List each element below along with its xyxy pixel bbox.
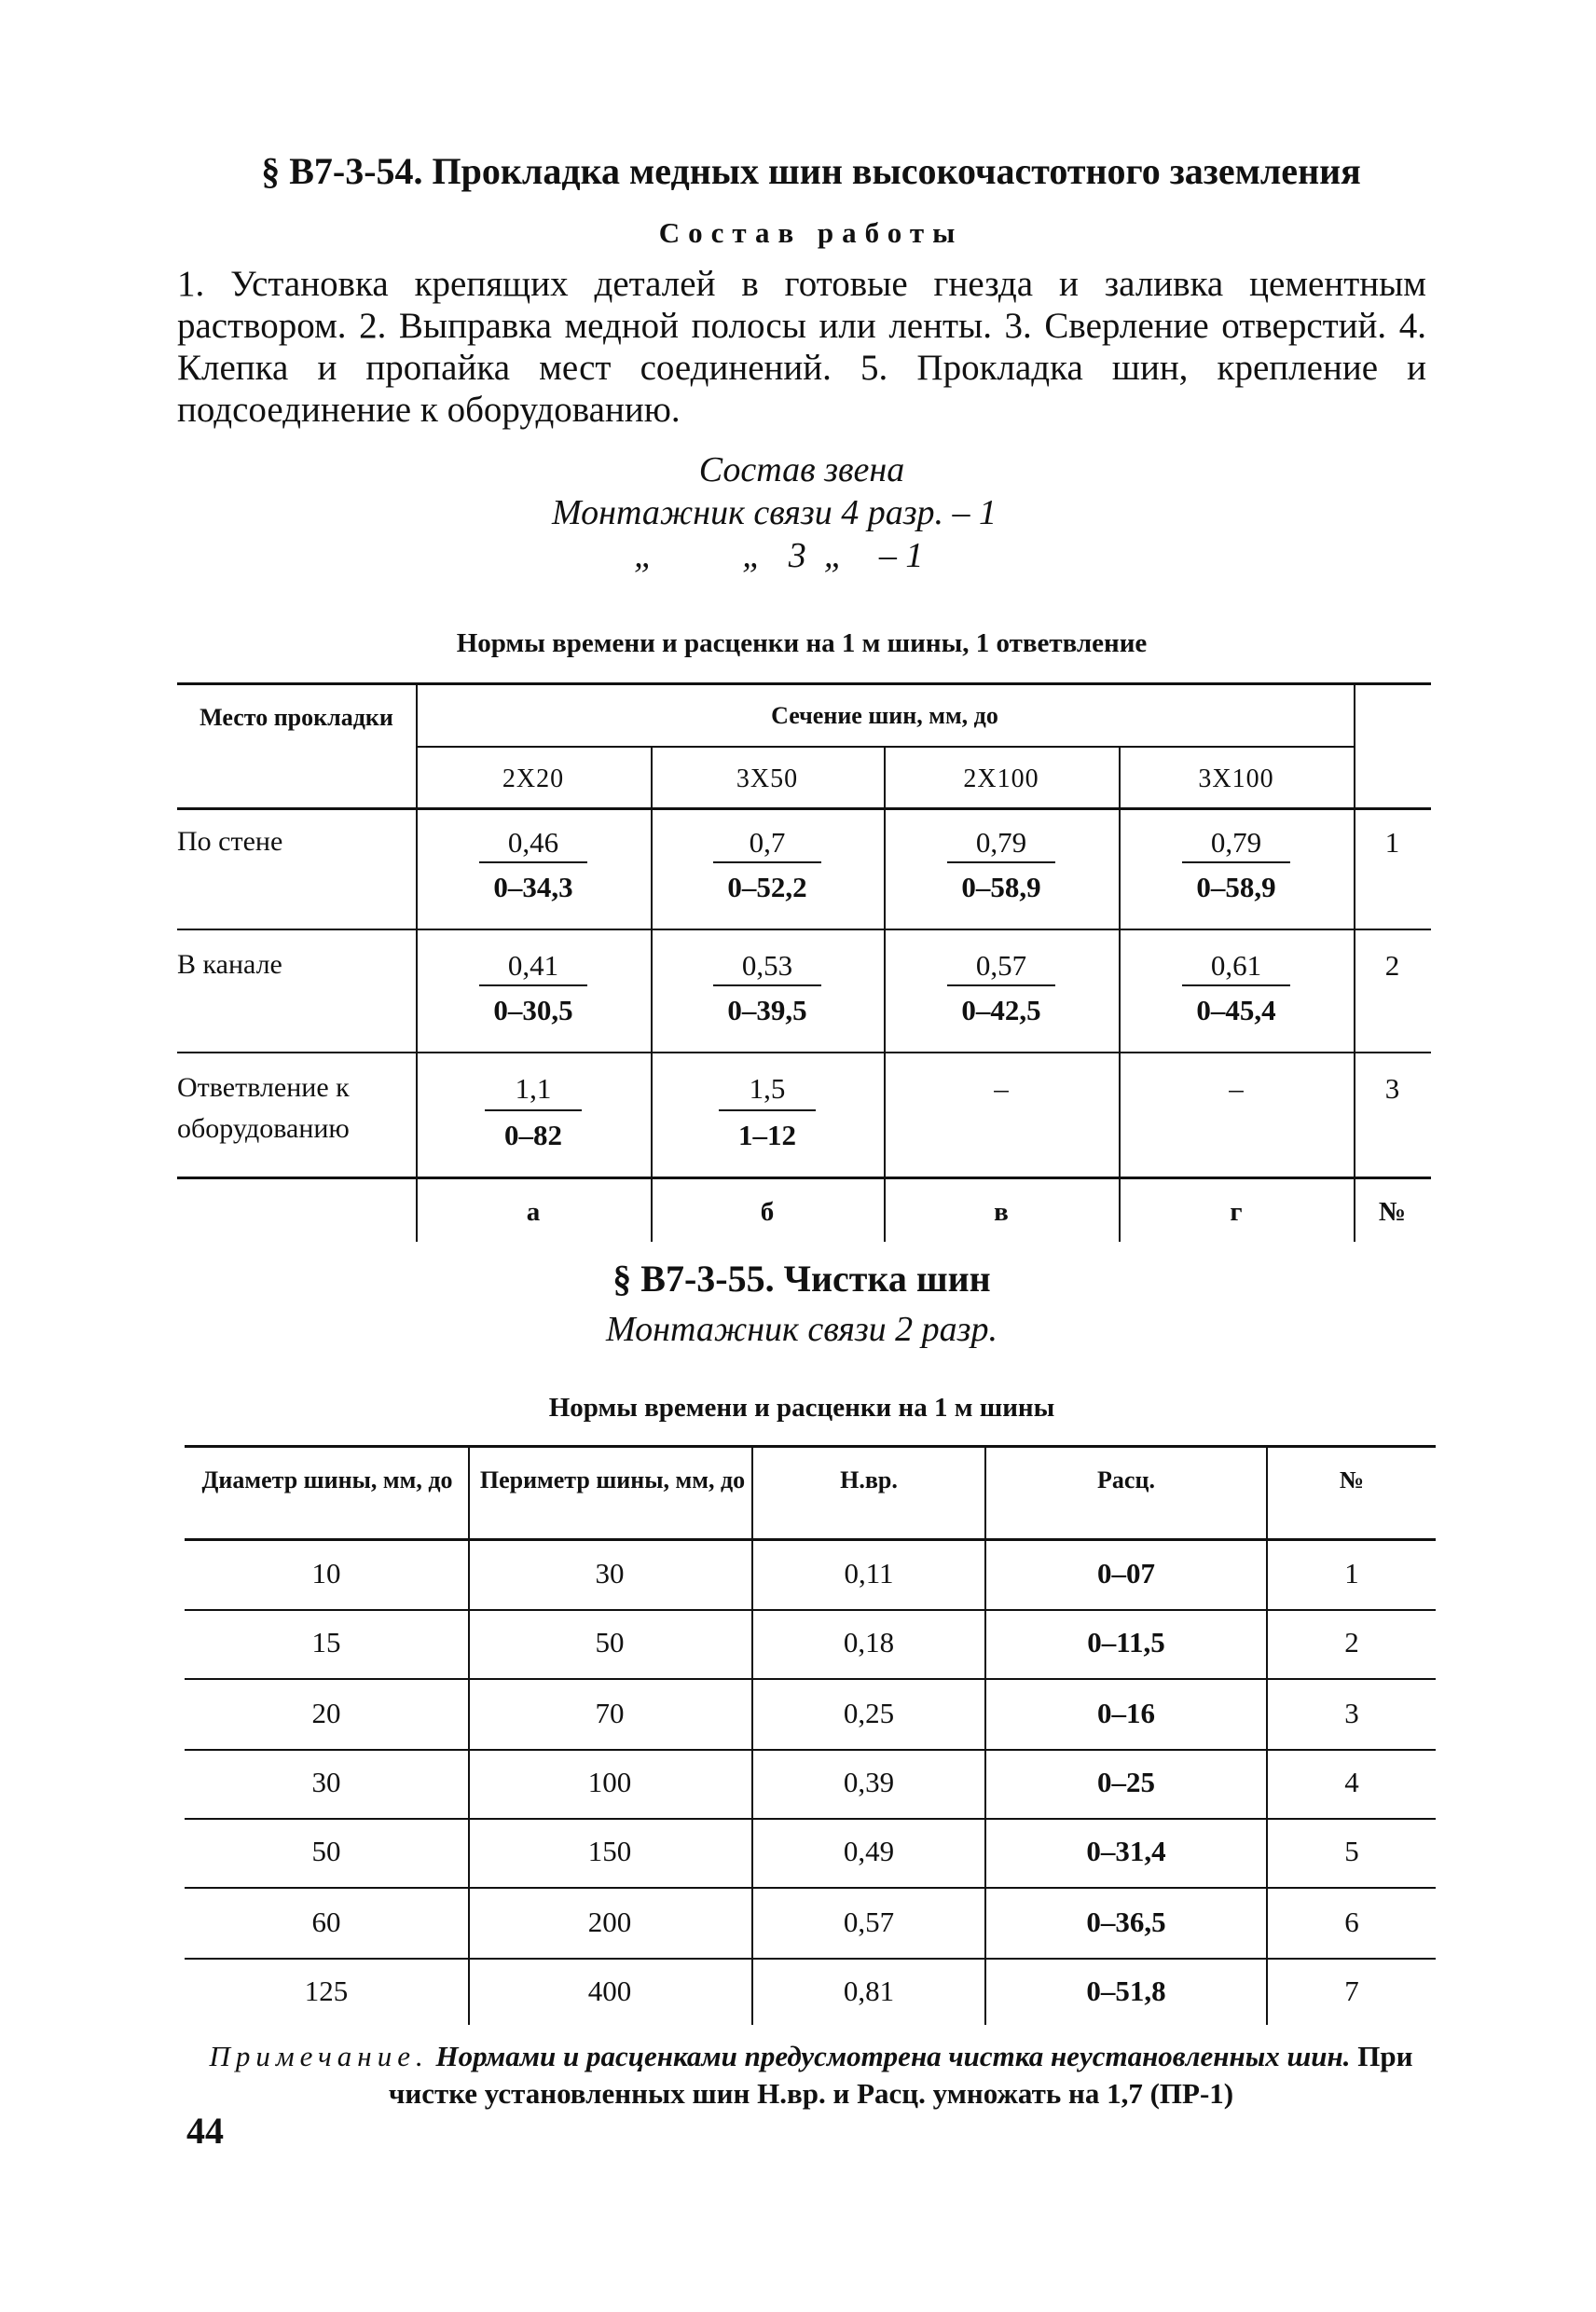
work-composition-text: 1. Установка крепящих деталей в готовые гнезда и заливка цементным раствором. 2. Выправка медной полосы или ленты. 3. Сверление отверстий. 4. Клепка и пропайка мест соединений. 5. Прокладка шин, крепление и подсоединение к оборудованию.: [177, 264, 1426, 430]
dash: –: [994, 1072, 1009, 1105]
table-rule: [984, 1445, 986, 2025]
rate: 0–45,4: [1196, 994, 1276, 1026]
fraction-bar: [719, 1109, 816, 1111]
table-2-caption: Нормы времени и расценки на 1 м шины: [548, 1393, 1055, 1423]
note-text: Нормами и расценками предусмотрена чистка неустановленных шин.: [435, 2040, 1351, 2072]
cell-diameter: 20: [311, 1697, 341, 1729]
column-letter: а: [526, 1197, 541, 1227]
table-rule: [177, 807, 1431, 810]
row-place: оборудованию: [177, 1113, 350, 1144]
page-number: 44: [186, 2110, 224, 2152]
cell-diameter: 125: [304, 1975, 349, 2007]
header-section: Сечение шин, мм, до: [771, 702, 998, 729]
crew-composition-heading: Состав звена: [698, 450, 905, 489]
table-1-caption: Нормы времени и расценки на 1 м шины, 1 ответвление: [456, 628, 1148, 658]
header-place: Место прокладки: [200, 704, 393, 731]
rate: 0–82: [504, 1119, 562, 1151]
dash: –: [1229, 1072, 1244, 1105]
cell-norm-time: 0,18: [843, 1626, 895, 1658]
table-rule: [185, 1445, 1436, 1448]
cell-norm-time: 0,49: [843, 1835, 895, 1867]
cell-number: 1: [1344, 1557, 1359, 1590]
table-rule: [185, 1678, 1436, 1680]
rate: 0–52,2: [727, 871, 807, 903]
number-label: №: [1378, 1197, 1407, 1227]
header-perimeter: Периметр шины, мм, до: [479, 1466, 746, 1493]
table-rule: [416, 746, 1355, 748]
cell-rate: 0–07: [1097, 1557, 1155, 1590]
cell-norm-time: 0,57: [843, 1906, 895, 1938]
cell-norm-time: 0,81: [843, 1975, 895, 2007]
section-55-title: § В7-3-55. Чистка шин: [612, 1258, 991, 1300]
fraction-bar: [485, 1109, 582, 1111]
table-note: [177, 2038, 1445, 2112]
cell-number: 3: [1344, 1697, 1359, 1729]
cell-perimeter: 400: [587, 1975, 632, 2007]
norm-time: 0,41: [507, 949, 559, 982]
header-diameter: Диаметр шины, мм, до: [201, 1466, 453, 1493]
row-place: По стене: [177, 826, 283, 857]
crew-line-2: „ „ 3 „ – 1: [634, 536, 924, 575]
section-55-worker: Монтажник связи 2 разр.: [605, 1310, 998, 1349]
cell-rate: 0–36,5: [1086, 1906, 1166, 1938]
crew-line-1: Монтажник связи 4 разр. – 1: [552, 493, 998, 532]
norm-time: 1,5: [749, 1072, 786, 1105]
cell-perimeter: 150: [587, 1835, 632, 1867]
rate: 0–39,5: [727, 994, 807, 1026]
cell-rate: 0–16: [1097, 1697, 1155, 1729]
column-letter: в: [994, 1197, 1009, 1227]
norm-time: 0,46: [507, 826, 559, 859]
table-rule: [185, 1749, 1436, 1751]
fraction-bar: [947, 984, 1055, 986]
cell-perimeter: 50: [595, 1626, 625, 1658]
cell-rate: 0–11,5: [1087, 1626, 1165, 1658]
cell-number: 7: [1344, 1975, 1359, 2007]
cell-number: 6: [1344, 1906, 1359, 1938]
norm-time: 0,79: [975, 826, 1027, 859]
row-place: Ответвление к: [177, 1072, 350, 1103]
norm-time: 1,1: [515, 1072, 552, 1105]
note-text: При чистке установленных шин Н.вр. и Расц. умножать на 1,7 (ПР-1): [388, 2040, 1413, 2110]
row-place: В канале: [177, 949, 282, 980]
cell-perimeter: 100: [587, 1766, 632, 1798]
table-rule: [177, 929, 1431, 930]
cell-rate: 0–25: [1097, 1766, 1155, 1798]
cell-perimeter: 70: [595, 1697, 625, 1729]
table-rule: [185, 1538, 1436, 1541]
rate: 0–34,3: [493, 871, 573, 903]
fraction-bar: [1182, 984, 1290, 986]
norm-time: 0,79: [1210, 826, 1262, 859]
header-rate: Расц.: [1097, 1466, 1155, 1493]
cell-diameter: 60: [311, 1906, 341, 1938]
table-rule: [185, 1958, 1436, 1960]
table-rule: [185, 1818, 1436, 1820]
size-header: 3X100: [1198, 764, 1274, 793]
size-header: 3X50: [736, 764, 799, 793]
table-rule: [468, 1445, 470, 2025]
header-norm-time: Н.вр.: [840, 1466, 898, 1493]
cell-norm-time: 0,25: [843, 1697, 895, 1729]
cell-diameter: 30: [311, 1766, 341, 1798]
size-header: 2X20: [502, 764, 565, 793]
table-rule: [185, 1887, 1436, 1889]
cell-rate: 0–31,4: [1086, 1835, 1166, 1867]
row-number: 3: [1384, 1072, 1400, 1105]
cell-diameter: 50: [311, 1835, 341, 1867]
rate: 0–42,5: [961, 994, 1041, 1026]
rate: 1–12: [738, 1119, 796, 1151]
column-letter: б: [760, 1197, 775, 1227]
cell-perimeter: 200: [587, 1906, 632, 1938]
size-header: 2X100: [963, 764, 1039, 793]
note-label: Примечание.: [209, 2040, 429, 2072]
fraction-bar: [713, 861, 821, 863]
rate: 0–30,5: [493, 994, 573, 1026]
cell-norm-time: 0,11: [844, 1557, 894, 1590]
cell-number: 4: [1344, 1766, 1359, 1798]
cell-rate: 0–51,8: [1086, 1975, 1166, 2007]
section-54-title: § В7-3-54. Прокладка медных шин высокочастотного заземления: [261, 150, 1361, 192]
fraction-bar: [479, 984, 587, 986]
norm-time: 0,7: [749, 826, 786, 859]
norm-time: 0,57: [975, 949, 1027, 982]
fraction-bar: [1182, 861, 1290, 863]
cell-number: 2: [1344, 1626, 1359, 1658]
norm-time: 0,61: [1210, 949, 1262, 982]
cell-norm-time: 0,39: [843, 1766, 895, 1798]
rate: 0–58,9: [1196, 871, 1276, 903]
header-number: №: [1339, 1466, 1365, 1493]
cell-diameter: 10: [311, 1557, 341, 1590]
fraction-bar: [479, 861, 587, 863]
rate: 0–58,9: [961, 871, 1041, 903]
cell-perimeter: 30: [595, 1557, 625, 1590]
table-rule: [177, 1052, 1431, 1053]
table-rule: [185, 1609, 1436, 1611]
table-rule: [177, 1177, 1431, 1179]
row-number: 1: [1384, 826, 1400, 859]
cell-number: 5: [1344, 1835, 1359, 1867]
fraction-bar: [713, 984, 821, 986]
table-rule: [751, 1445, 753, 2025]
row-number: 2: [1384, 949, 1400, 982]
work-composition-heading: Состав работы: [658, 216, 964, 249]
column-letter: г: [1230, 1197, 1243, 1227]
table-rule: [177, 682, 1431, 685]
cell-diameter: 15: [311, 1626, 341, 1658]
fraction-bar: [947, 861, 1055, 863]
norm-time: 0,53: [741, 949, 793, 982]
